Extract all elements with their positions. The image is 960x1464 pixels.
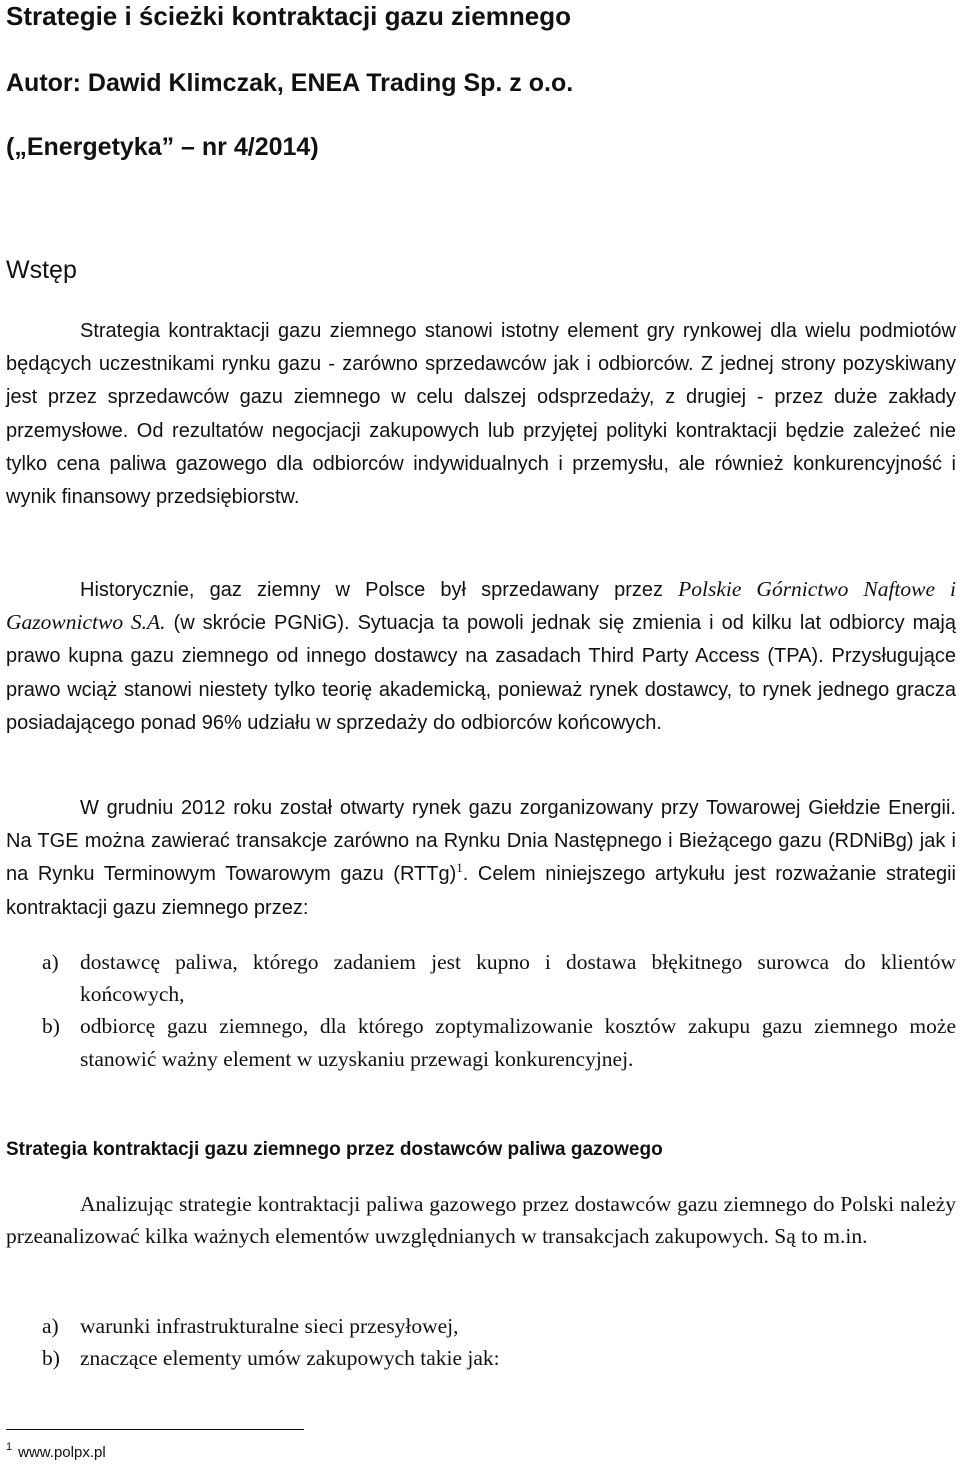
paragraph-intro-part-a: Strategia kontraktacji gazu ziemnego stanowi istotny element gry rynkowej dla wielu podmiotów będących uczestnikami rynku gazu - zarówno sprzedawców jak i odbiorców. [6, 320, 956, 376]
list-item-text: dostawcę paliwa, którego zadaniem jest kupno i dostawa błękitnego surowca do klientów końcowych, [80, 950, 956, 1007]
article-source: („Energetyka” – nr 4/2014) [6, 133, 319, 161]
list-marker: a) [42, 950, 59, 974]
footnote-link[interactable]: www.polpx.pl [18, 1444, 106, 1461]
section-heading: Strategia kontraktacji gazu ziemnego przez dostawców paliwa gazowego [6, 1139, 663, 1160]
company-name: Polskie Górnictwo Naftowe i Gazownictwo S.A. [6, 577, 956, 635]
footnote [6, 1436, 106, 1464]
paragraph-analysis: Analizując strategie kontraktacji paliwa gazowego przez dostawców gazu ziemnego do Polski należy przeanalizować kilka ważnych elementów uwzględnianych w transakcjach zakupowych. Są to m.in. [6, 1192, 956, 1249]
paragraph-history-part-d: Sytuacja ta powoli jednak się zmienia i od kilku lat odbiorcy mają prawo kupna gazu ziemnego od innego dostawcy na zasadach Third Party Access (TPA). [6, 612, 956, 668]
intro-heading: Wstęp [6, 256, 77, 284]
list-item-text: znaczące elementy umów zakupowych takie jak: [80, 1346, 500, 1371]
footnote-reference: 1 [456, 860, 463, 876]
list-item [6, 1010, 956, 1074]
footnote-separator [6, 1429, 304, 1430]
list-item [6, 1342, 956, 1374]
list-marker: a) [42, 1314, 59, 1338]
goals-list [6, 946, 956, 1075]
paragraph-intro-part-b: Z jednej strony pozyskiwany jest przez sprzedawców gazu ziemnego w celu dalszej odsprzedaży, z drugiej - przez duże zakłady przemysłowe. [6, 353, 956, 442]
list-marker: b) [42, 1346, 60, 1371]
elements-list [6, 1310, 956, 1374]
list-item-text: warunki infrastrukturalne sieci przesyłowej, [80, 1314, 459, 1338]
paragraph-history-part-a: Historycznie, gaz ziemny w Polsce był sprzedawany przez [80, 579, 679, 601]
paragraph-tge-part-c: . Celem niniejszego artykułu jest rozważanie strategii kontraktacji gazu ziemnego przez: [6, 863, 957, 919]
paragraph-history-part-c: (w skrócie PGNiG). [165, 612, 350, 635]
footnote-number: 1 [6, 1441, 13, 1453]
list-item-text: odbiorcę gazu ziemnego, dla którego zoptymalizowanie kosztów zakupu gazu ziemnego może stanowić ważny element w uzyskaniu przewagi konkurencyjnej. [80, 1014, 956, 1071]
article-title: Strategie i ścieżki kontraktacji gazu ziemnego [6, 1, 571, 31]
list-item [6, 1310, 956, 1342]
list-marker: b) [42, 1014, 60, 1039]
paragraph-tge [6, 791, 956, 924]
article-author: Autor: Dawid Klimczak, ENEA Trading Sp. z o.o. [6, 69, 574, 97]
list-item [6, 946, 956, 1010]
paragraph-history [6, 573, 956, 739]
paragraph-intro [6, 314, 956, 513]
paragraph-intro-part-c: Od rezultatów negocjacji zakupowych lub przyjętej polityki kontraktacji będzie zależeć nie tylko cena paliwa gazowego dla odbiorców indywidualnych i przemysłu, ale również konkurencyjność i wynik finansowy przedsiębiorstw. [6, 419, 956, 509]
paragraph-tge-part-a: W grudniu 2012 roku został otwarty rynek gazu zorganizowany przy Towarowej Giełdzie Energii. [80, 797, 956, 819]
paragraph-history-part-e: Przysługujące prawo wciąż stanowi niestety tylko teorię akademicką, ponieważ rynek dostawcy, to rynek jednego gracza posiadającego ponad 96% udziału w sprzedaży do odbiorców końcowych. [6, 645, 956, 734]
paragraph-tge-part-b: Na TGE można zawierać transakcje zarówno na Rynku Dnia Następnego i Bieżącego gazu (RDNiBg) jak i na Rynku Terminowym Towarowym gazu (RTTg) [6, 830, 956, 886]
